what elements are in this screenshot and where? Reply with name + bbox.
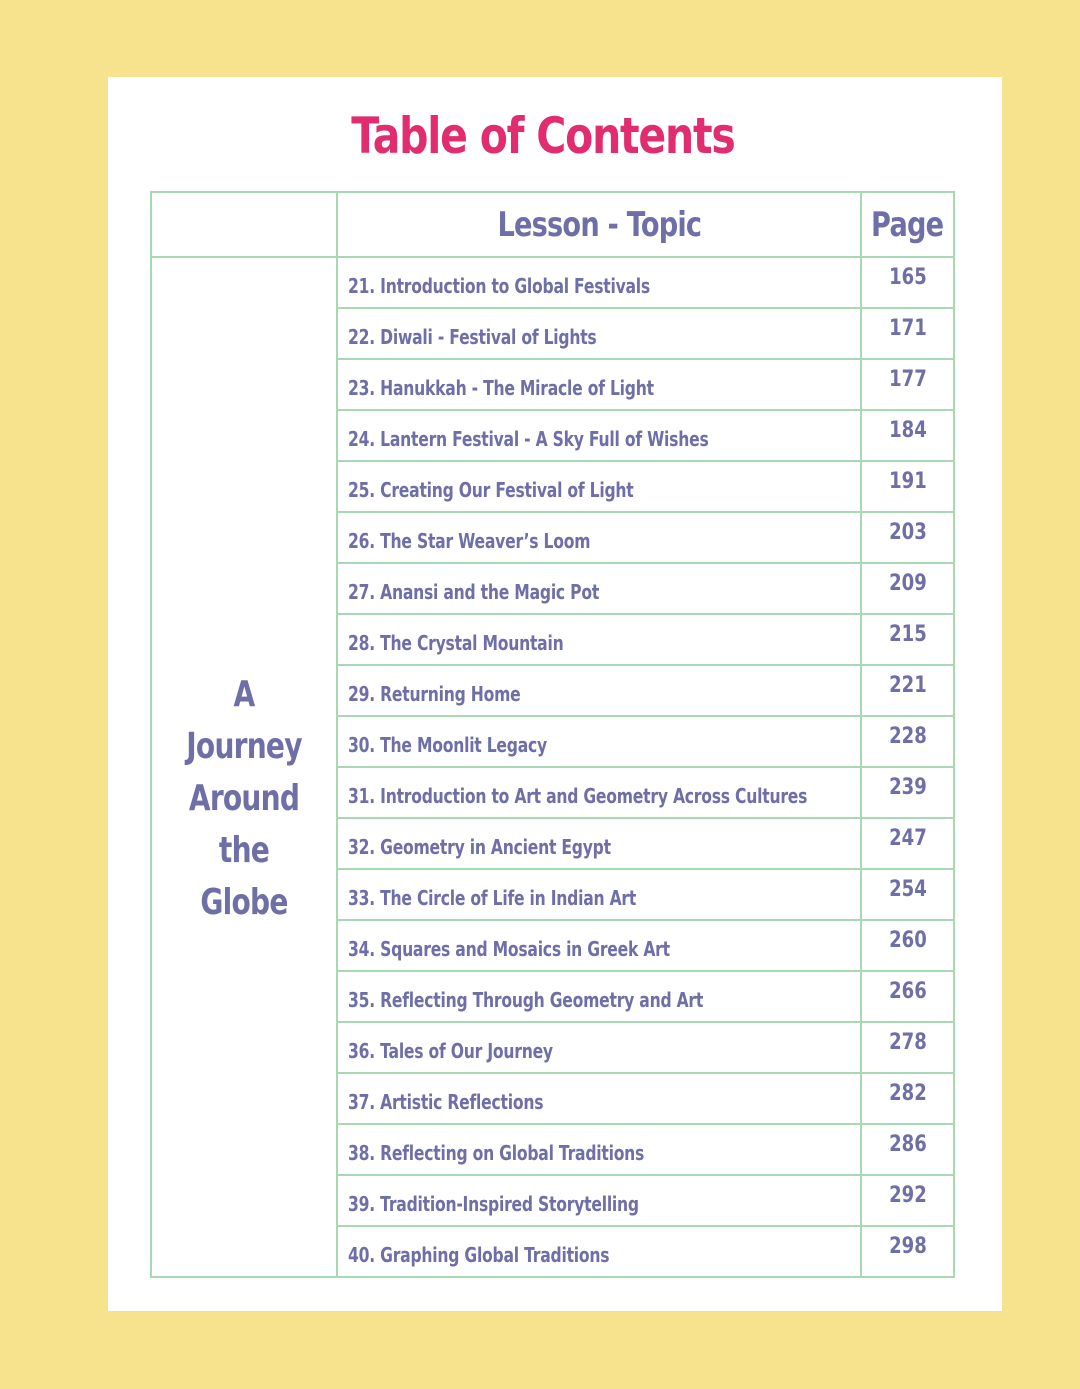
page-number: 191: [861, 461, 954, 512]
lesson-topic: 29. Returning Home: [337, 665, 861, 716]
lesson-topic: 33. The Circle of Life in Indian Art: [337, 869, 861, 920]
lesson-topic: 38. Reflecting on Global Traditions: [337, 1124, 861, 1175]
page-number: 292: [861, 1175, 954, 1226]
lesson-topic: 25. Creating Our Festival of Light: [337, 461, 861, 512]
header-page: Page: [861, 192, 954, 257]
lesson-topic: 37. Artistic Reflections: [337, 1073, 861, 1124]
lesson-topic: 31. Introduction to Art and Geometry Across Cultures: [337, 767, 861, 818]
header-unit: [151, 192, 337, 257]
lesson-topic: 24. Lantern Festival - A Sky Full of Wishes: [337, 410, 861, 461]
lesson-topic: 40. Graphing Global Traditions: [337, 1226, 861, 1277]
page-number: 221: [861, 665, 954, 716]
lesson-topic: 26. The Star Weaver’s Loom: [337, 512, 861, 563]
unit-title: A Journey Around the Globe: [151, 257, 337, 1277]
page-number: 239: [861, 767, 954, 818]
header-lesson-topic: Lesson - Topic: [337, 192, 861, 257]
lesson-topic: 23. Hanukkah - The Miracle of Light: [337, 359, 861, 410]
page-number: 282: [861, 1073, 954, 1124]
page-number: 165: [861, 257, 954, 308]
page-number: 209: [861, 563, 954, 614]
page-number: 215: [861, 614, 954, 665]
page-number: 171: [861, 308, 954, 359]
lesson-topic: 22. Diwali - Festival of Lights: [337, 308, 861, 359]
page-title: Table of Contents: [351, 107, 735, 165]
lesson-topic: 36. Tales of Our Journey: [337, 1022, 861, 1073]
page-number: 260: [861, 920, 954, 971]
page-number: 228: [861, 716, 954, 767]
table-row: [151, 257, 954, 308]
page-number: 184: [861, 410, 954, 461]
page-number: 203: [861, 512, 954, 563]
page-number: 278: [861, 1022, 954, 1073]
page-number: 286: [861, 1124, 954, 1175]
table-header-row: [151, 192, 954, 257]
lesson-topic: 21. Introduction to Global Festivals: [337, 257, 861, 308]
lesson-topic: 34. Squares and Mosaics in Greek Art: [337, 920, 861, 971]
lesson-topic: 39. Tradition-Inspired Storytelling: [337, 1175, 861, 1226]
lesson-topic: 32. Geometry in Ancient Egypt: [337, 818, 861, 869]
contents-table: [150, 191, 955, 1278]
lesson-topic: 28. The Crystal Mountain: [337, 614, 861, 665]
page-number: 298: [861, 1226, 954, 1277]
lesson-topic: 35. Reflecting Through Geometry and Art: [337, 971, 861, 1022]
page-number: 177: [861, 359, 954, 410]
lesson-topic: 30. The Moonlit Legacy: [337, 716, 861, 767]
lesson-topic: 27. Anansi and the Magic Pot: [337, 563, 861, 614]
page-number: 254: [861, 869, 954, 920]
page-number: 266: [861, 971, 954, 1022]
page-number: 247: [861, 818, 954, 869]
